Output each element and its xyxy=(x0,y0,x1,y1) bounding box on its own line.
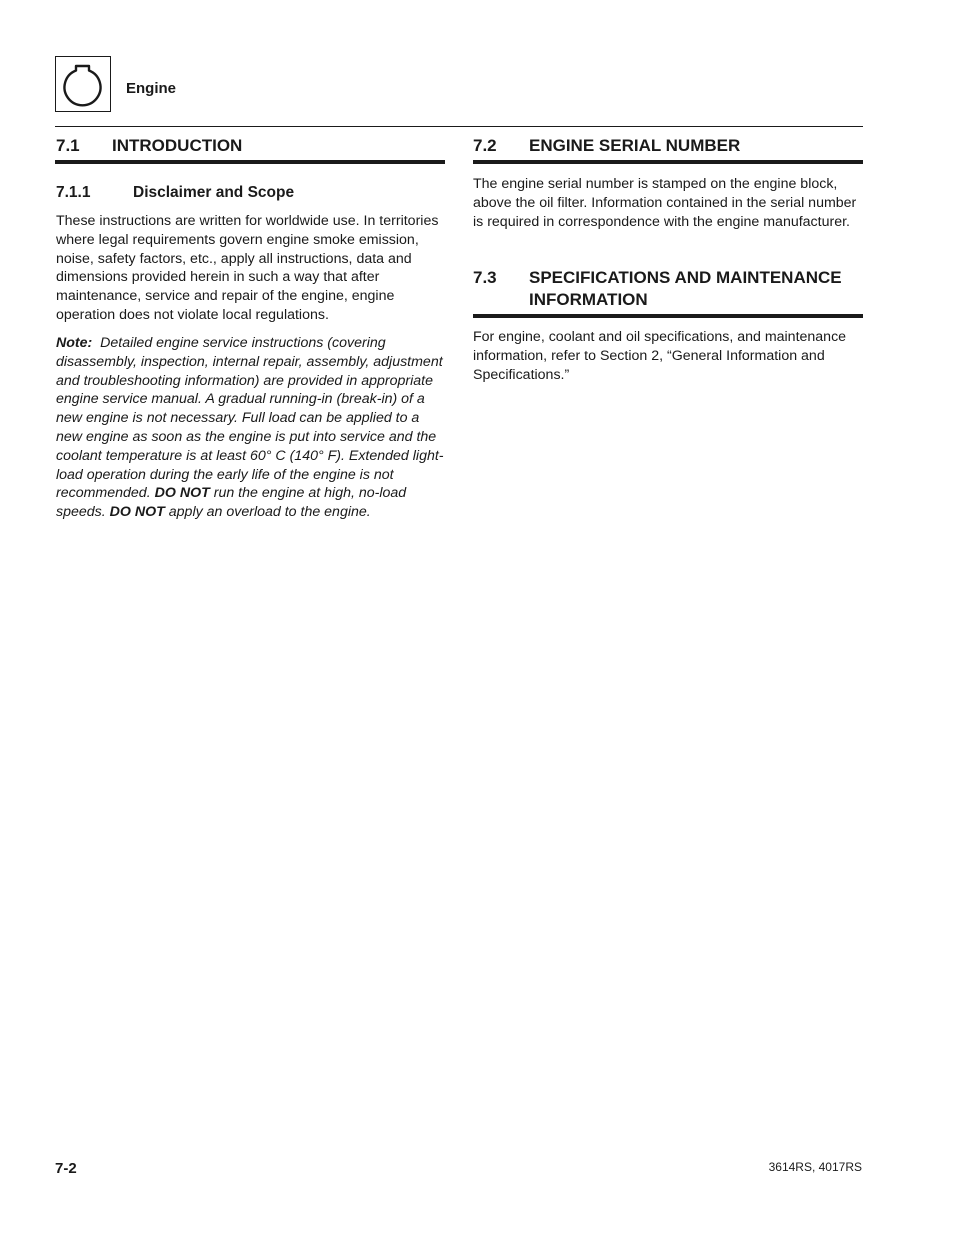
section-number: 7.1 xyxy=(56,136,80,155)
section-title-line: SPECIFICATIONS AND MAINTENANCE xyxy=(529,268,842,287)
section-7-2-heading xyxy=(473,135,863,157)
section-7-3-heading xyxy=(473,267,863,311)
note-emphasis: DO NOT xyxy=(154,485,210,502)
section-7-1-1-heading xyxy=(56,183,445,203)
page-number: 7-2 xyxy=(55,1160,77,1177)
section-number: 7.3 xyxy=(473,268,497,287)
engine-chapter-icon xyxy=(55,56,111,112)
note-text: apply an overload to the engine. xyxy=(168,504,371,521)
subsection-title: Disclaimer and Scope xyxy=(133,184,295,201)
section-rule xyxy=(55,160,445,164)
note-paragraph xyxy=(56,334,448,522)
note-emphasis: DO NOT xyxy=(109,504,165,521)
note-text: Detailed engine service instructions (covering disassembly, inspection, internal repair, assembly, adjustment and troubleshooting information) are provided in appropriate engine service manual. A gradual running-in (break-in) of a new engine is not necessary. Full load can be applied to a new engine as soon as the engine is put into service and the coolant temperature is at least 60° C (140° F). Extended light-load operation during the early life of the engine is not recommended. xyxy=(56,335,444,502)
section-7-1-heading xyxy=(56,135,445,157)
serial-number-paragraph: The engine serial number is stamped on the engine block, above the oil filter. Information contained in the serial number is required in correspondence with the engine manufacturer. xyxy=(473,176,857,230)
subsection-number: 7.1.1 xyxy=(56,184,91,201)
header-divider xyxy=(55,126,863,127)
chapter-title: Engine xyxy=(126,80,177,97)
note-text: run the engine at high, no-load speeds. xyxy=(56,485,407,521)
section-number: 7.2 xyxy=(473,136,497,155)
section-title xyxy=(529,267,842,311)
section-rule xyxy=(473,314,863,318)
disclaimer-paragraph: These instructions are written for worldwide use. In territories where legal requirements govern engine smoke emission, noise, safety factors, etc., apply all instructions, data and dimensions provided herein in such a way that after maintenance, service and repair of the engine, engine operation does not violate local regulations. xyxy=(56,213,439,323)
section-title: INTRODUCTION xyxy=(112,136,243,155)
section-rule xyxy=(473,160,863,164)
section-title: ENGINE SERIAL NUMBER xyxy=(529,136,741,155)
model-numbers: 3614RS, 4017RS xyxy=(768,1160,862,1174)
note-label: Note: xyxy=(56,335,93,351)
specifications-paragraph: For engine, coolant and oil specifications, and maintenance information, refer to Section 2, “General Information and Specifications.” xyxy=(473,329,847,383)
section-title-line: INFORMATION xyxy=(529,290,648,309)
